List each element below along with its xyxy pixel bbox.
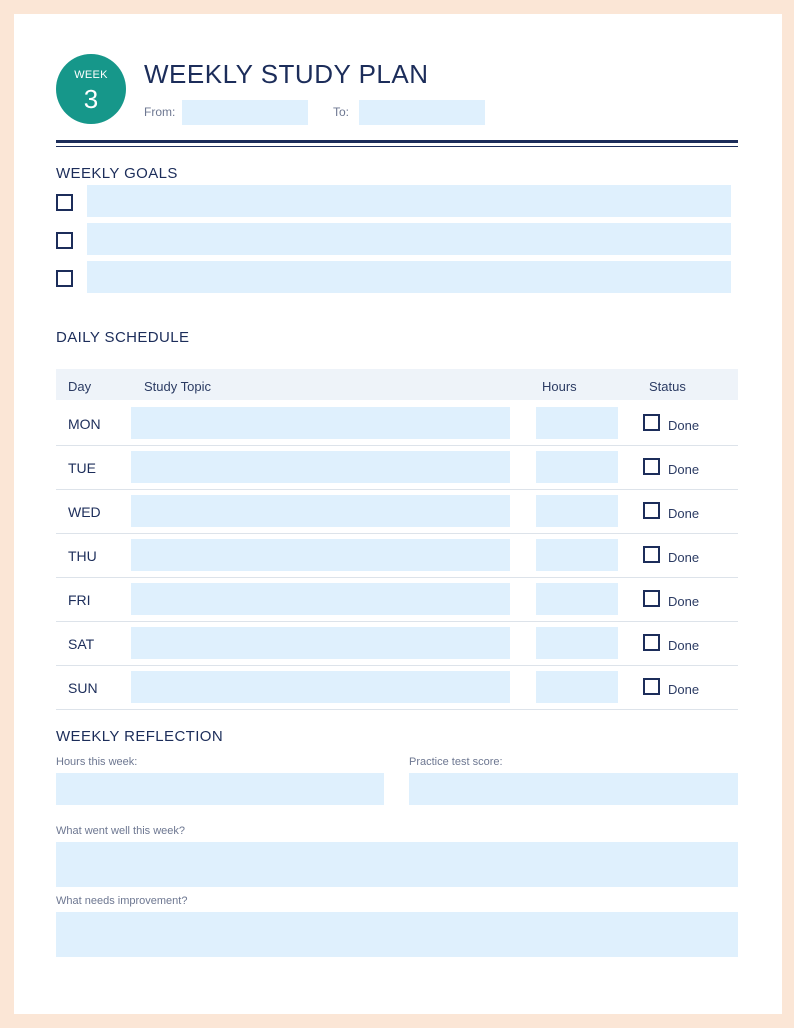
column-header-day: Day bbox=[68, 379, 92, 394]
day-label: TUE bbox=[68, 460, 96, 476]
done-checkbox[interactable] bbox=[643, 414, 660, 431]
day-label: SUN bbox=[68, 680, 98, 696]
week-number: 3 bbox=[83, 84, 99, 114]
weekly-goals-title: WEEKLY GOALS bbox=[56, 165, 178, 182]
daily-schedule-title: DAILY SCHEDULE bbox=[56, 329, 190, 346]
study-topic-field[interactable] bbox=[131, 627, 510, 659]
done-label: Done bbox=[668, 594, 700, 609]
goal-1-checkbox[interactable] bbox=[56, 194, 73, 211]
schedule-table-header bbox=[56, 369, 738, 400]
schedule-row-sat bbox=[56, 621, 738, 666]
practice-score-label: Practice test score: bbox=[409, 756, 503, 768]
header-divider-thick bbox=[56, 140, 738, 143]
done-checkbox[interactable] bbox=[643, 458, 660, 475]
goal-2-field[interactable] bbox=[87, 223, 731, 255]
schedule-row-tue bbox=[56, 445, 738, 490]
from-label: From: bbox=[144, 105, 176, 119]
header-divider-thin bbox=[56, 146, 738, 147]
hours-field[interactable] bbox=[536, 539, 618, 571]
goal-1-field[interactable] bbox=[87, 185, 731, 217]
study-topic-field[interactable] bbox=[131, 451, 510, 483]
done-checkbox[interactable] bbox=[643, 590, 660, 607]
needs-improvement-field[interactable] bbox=[56, 912, 738, 957]
weekly-reflection-title: WEEKLY REFLECTION bbox=[56, 728, 224, 745]
goal-2-checkbox[interactable] bbox=[56, 232, 73, 249]
study-topic-field[interactable] bbox=[131, 583, 510, 615]
schedule-row-fri bbox=[56, 577, 738, 622]
day-label: THU bbox=[68, 548, 97, 564]
schedule-row-wed bbox=[56, 489, 738, 534]
column-header-hours: Hours bbox=[542, 379, 577, 394]
study-topic-field[interactable] bbox=[131, 539, 510, 571]
study-topic-field[interactable] bbox=[131, 407, 510, 439]
hours-this-week-field[interactable] bbox=[56, 773, 384, 805]
hours-field[interactable] bbox=[536, 671, 618, 703]
hours-field[interactable] bbox=[536, 583, 618, 615]
column-header-study-topic: Study Topic bbox=[144, 379, 211, 394]
week-label: WEEK bbox=[74, 69, 108, 81]
done-checkbox[interactable] bbox=[643, 546, 660, 563]
column-header-status: Status bbox=[649, 379, 686, 394]
study-topic-field[interactable] bbox=[131, 495, 510, 527]
done-label: Done bbox=[668, 418, 700, 433]
hours-field[interactable] bbox=[536, 407, 618, 439]
done-label: Done bbox=[668, 506, 700, 521]
day-label: WED bbox=[68, 504, 101, 520]
practice-score-field[interactable] bbox=[409, 773, 738, 805]
done-checkbox[interactable] bbox=[643, 502, 660, 519]
study-plan-sheet bbox=[14, 14, 782, 1014]
goal-3-field[interactable] bbox=[87, 261, 731, 293]
done-checkbox[interactable] bbox=[643, 634, 660, 651]
done-label: Done bbox=[668, 462, 700, 477]
done-checkbox[interactable] bbox=[643, 678, 660, 695]
to-date-field[interactable] bbox=[359, 100, 485, 125]
hours-field[interactable] bbox=[536, 495, 618, 527]
to-label: To: bbox=[333, 105, 350, 119]
schedule-row-sun bbox=[56, 665, 738, 710]
goal-3-checkbox[interactable] bbox=[56, 270, 73, 287]
hours-this-week-label: Hours this week: bbox=[56, 756, 138, 768]
from-date-field[interactable] bbox=[182, 100, 308, 125]
day-label: SAT bbox=[68, 636, 95, 652]
hours-field[interactable] bbox=[536, 627, 618, 659]
done-label: Done bbox=[668, 550, 700, 565]
done-label: Done bbox=[668, 638, 700, 653]
day-label: MON bbox=[68, 416, 101, 432]
went-well-field[interactable] bbox=[56, 842, 738, 887]
study-topic-field[interactable] bbox=[131, 671, 510, 703]
day-label: FRI bbox=[68, 592, 91, 608]
schedule-row-thu bbox=[56, 533, 738, 578]
done-label: Done bbox=[668, 682, 700, 697]
needs-improvement-label: What needs improvement? bbox=[56, 895, 188, 907]
schedule-row-mon bbox=[56, 401, 738, 446]
hours-field[interactable] bbox=[536, 451, 618, 483]
week-badge bbox=[56, 54, 126, 124]
page-title: WEEKLY STUDY PLAN bbox=[144, 59, 429, 89]
went-well-label: What went well this week? bbox=[56, 825, 185, 837]
